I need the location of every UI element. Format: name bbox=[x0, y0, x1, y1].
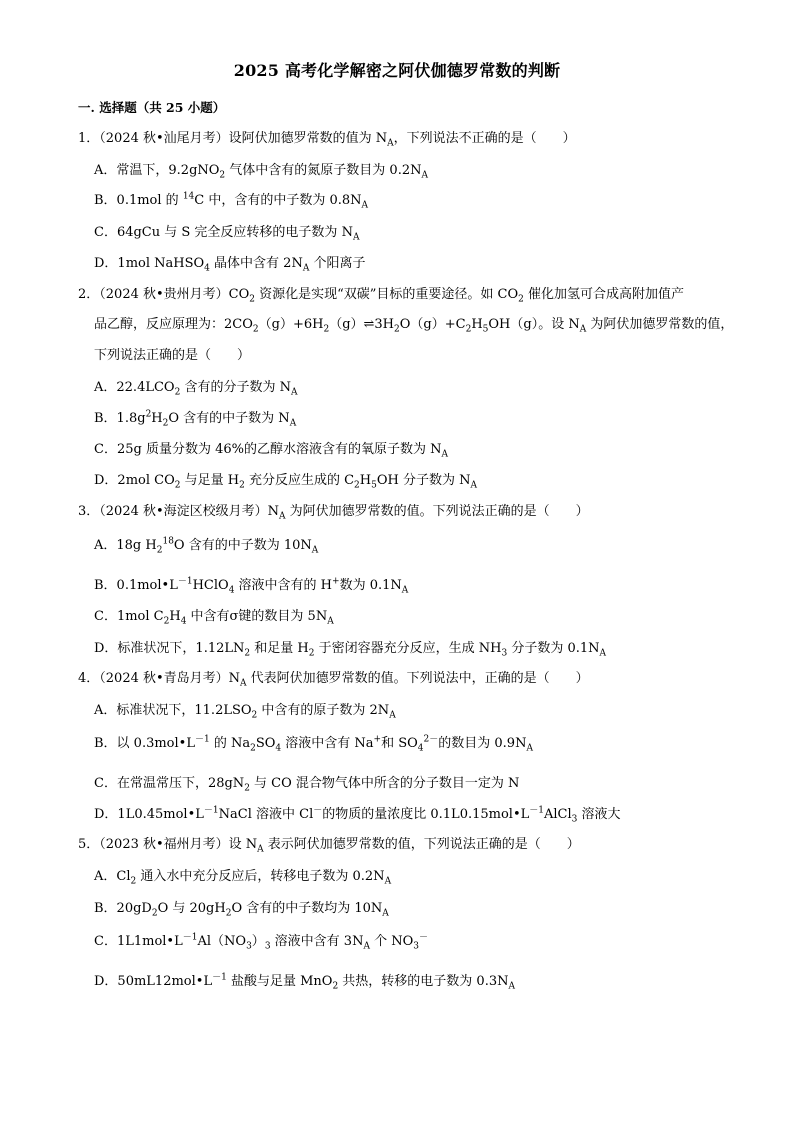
question-2-stem-line-1: 2．（2024 秋•贵州月考）$CO_2$ 资源化是实现“双碳”目标的重要途径。如 $CO_2$ 催化加氢可合成高附加值产 bbox=[78, 287, 685, 305]
question-4-option-d: D．$1L0.45mol•L^{-1}NaCl$ 溶液中 Cl－的物质的量浓度比 $0.1L0.15mol•L^{-1}AlCl_3$ 溶液大 bbox=[94, 805, 621, 825]
question-5-stem: 5．（2023 秋•福州月考）设 $N_A$ 表示阿伏加德罗常数的值，下列说法正确的是（ ） bbox=[78, 837, 580, 855]
question-4-option-a: A．标准状况下，$11.2LSO_2$ 中含有的原子数为 $2N_A$ bbox=[94, 703, 396, 721]
question-3-option-b: B．$0.1mol•L^{-1}HClO_4$ 溶液中含有的 H+数为 $0.1N_A$ bbox=[94, 576, 409, 596]
question-5-option-a: A．$Cl_2$ 通入水中充分反应后，转移电子数为 $0.2N_A$ bbox=[94, 869, 392, 887]
section-heading: 一. 选择题（共 25 小题） bbox=[78, 100, 226, 115]
question-2-option-b: B．$1.8g^2H_2O$ 含有的中子数为 $N_A$ bbox=[94, 409, 297, 429]
question-3-option-c: C．1mol $C_2H_4$ 中含有σ键的数目为 $5N_A$ bbox=[94, 609, 334, 627]
question-3-option-a: A．18g $H_2^{18}O$ 含有的中子数为 $10N_A$ bbox=[94, 536, 319, 556]
question-1-option-a: A．常温下，9.2gNO$_2$ 气体中含有的氮原子数目为 $0.2N_A$ bbox=[94, 163, 428, 181]
question-4-option-c: C．在常温常压下，$28gN_2$ 与 CO 混合物气体中所含的分子数目一定为 N bbox=[94, 776, 520, 794]
question-2-option-d: D．2mol $CO_2$ 与足量 $H_2$ 充分反应生成的 $C_2H_5OH$ 分子数为 $N_A$ bbox=[94, 473, 477, 491]
question-2-option-c: C．25g 质量分数为 46%的乙醇水溶液含有的氧原子数为 $N_A$ bbox=[94, 442, 448, 460]
question-2-stem-line-3: 下列说法正确的是（ ） bbox=[94, 348, 251, 363]
page-title: 2025 高考化学解密之阿伏伽德罗常数的判断 bbox=[233, 61, 561, 80]
question-5-option-b: B．$20gD_2O$ 与 $20gH_2O$ 含有的中子数均为 $10N_A$ bbox=[94, 901, 389, 919]
question-4-stem: 4．（2024 秋•青岛月考）$N_A$ 代表阿伏加德罗常数的值。下列说法中，正确的是（ ） bbox=[78, 671, 589, 689]
question-1-option-d: D．1mol NaHSO$_4$ 晶体中含有 $2N_A$ 个阳离子 bbox=[94, 256, 366, 274]
question-3-stem: 3．（2024 秋•海淀区校级月考）$N_A$ 为阿伏加德罗常数的值。下列说法正确的是（ ） bbox=[78, 504, 589, 522]
question-1-option-c: C．64gCu 与 S 完全反应转移的电子数为 $N_A$ bbox=[94, 225, 360, 243]
question-1-option-b: B．0.1mol 的 $^{14}$C 中，含有的中子数为 $0.8N_A$ bbox=[94, 191, 369, 211]
question-5-option-c: C．$1L1mol•L^{-1}Al(NO_3)_3$ 溶液中含有 $3N_A$ 个 $NO_3^-$ bbox=[94, 932, 429, 952]
question-2-stem-line-2: 品乙醇，反应原理为：$2CO_2(g)+6H_2(g)\rightleftharpoons 3H_2O(g)+C_2H_5OH(g)$。设 $N_A$ 为阿伏加德罗常数的值， bbox=[94, 317, 734, 335]
question-1-stem: 1．（2024 秋•汕尾月考）设阿伏加德罗常数的值为 $N_A$，下列说法不正确的是（ ） bbox=[78, 131, 576, 149]
question-4-option-b: B．以 $0.3mol•L^{-1}$ 的 $Na_2SO_4$ 溶液中含有 Na+和 $SO_4^{2-}$的数目为 $0.9N_A$ bbox=[94, 734, 533, 754]
question-5-option-d: D．$50mL12mol•L^{-1}$ 盐酸与足量 MnO$_2$ 共热，转移的电子数为 $0.3N_A$ bbox=[94, 972, 515, 992]
question-2-option-a: A．$22.4LCO_2$ 含有的分子数为 $N_A$ bbox=[94, 380, 298, 398]
question-3-option-d: D．标准状况下，$1.12LN_2$ 和足量 $H_2$ 于密闭容器充分反应，生成 $NH_3$ 分子数为 $0.1N_A$ bbox=[94, 641, 607, 659]
